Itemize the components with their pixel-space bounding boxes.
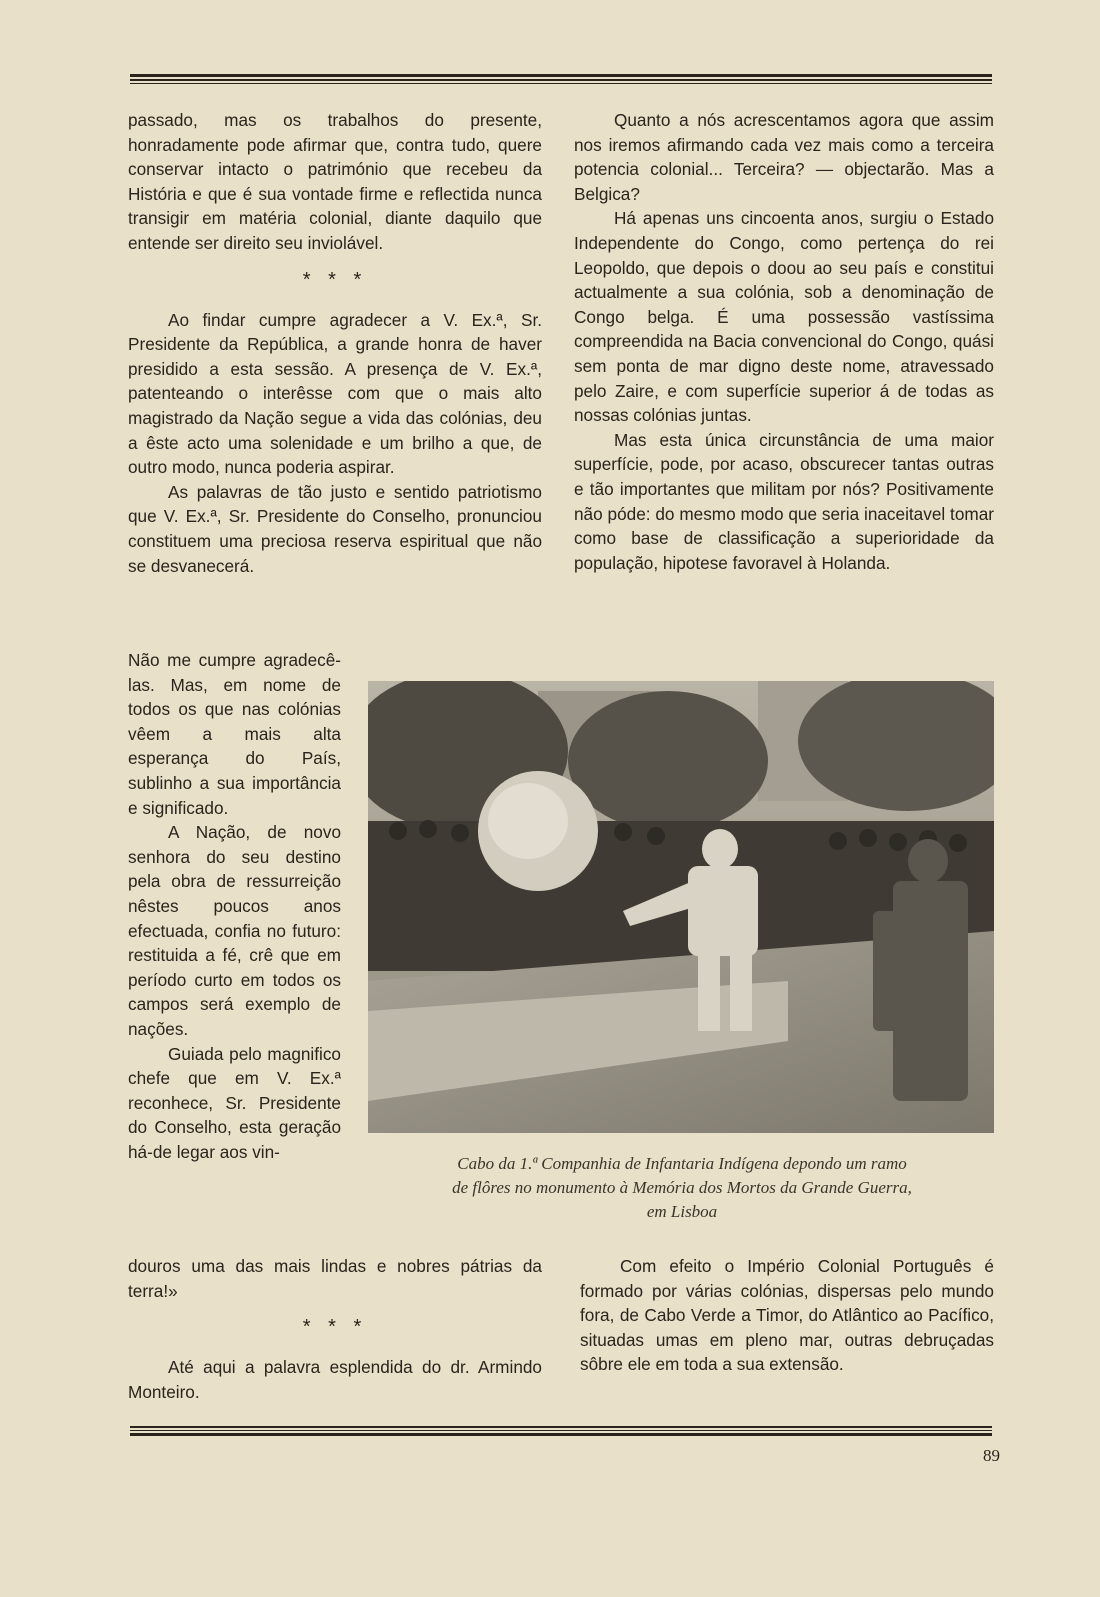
caption-line: Cabo da 1.ª Companhia de Infantaria Indígena depondo um ramo <box>457 1154 907 1173</box>
section-separator: * * * <box>302 1316 368 1339</box>
paragraph: Com efeito o Império Colonial Português é formado por várias colónias, dispersas pelo mundo fora, de Cabo Verde a Timor, do Atlântico ao Pacífico, situadas umas em pleno mar, outras debruçadas sôbre ele em toda a sua extensão. <box>580 1256 994 1375</box>
left-column-bottom <box>128 1254 542 1404</box>
top-rule <box>130 74 992 86</box>
right-column-top <box>574 108 994 575</box>
ceremony-photo <box>368 681 994 1133</box>
section-separator: * * * <box>302 268 368 291</box>
paragraph: A Nação, de novo senhora do seu destino pela obra de ressurreição nêstes poucos anos efectuada, confia no futuro: restituida a fé, crê que em período curto em todos os campos será exemplo de nações. <box>128 822 341 1039</box>
photograph <box>368 681 994 1133</box>
paragraph: douros uma das mais lindas e nobres pátrias da terra!» <box>128 1256 542 1301</box>
paragraph: As palavras de tão justo e sentido patriotismo que V. Ex.ª, Sr. Presidente do Conselho, pronunciou constituem uma preciosa reserva espiritual que não se desvanecerá. <box>128 481 542 576</box>
bottom-rule <box>130 1426 992 1438</box>
paragraph: Guiada pelo magnifico chefe que em V. Ex.ª reconhece, Sr. Presidente do Conselho, esta geração há-de legar aos vin- <box>128 1043 341 1162</box>
caption-line: em Lisboa <box>646 1202 718 1221</box>
narrow-column <box>128 648 341 1164</box>
paragraph: Quanto a nós acrescentamos agora que assim nos iremos afirmando cada vez mais como a terceira potencia colonial... Terceira? — objectarão. Mas a Belgica? <box>574 110 994 204</box>
paragraph: Não me cumpre agradecê-las. Mas, em nome de todos os que nas colónias vêem a mais alta esperança do País, sublinho a sua importância e significado. <box>128 650 341 818</box>
paragraph: Até aqui a palavra esplendida do dr. Armindo Monteiro. <box>128 1357 542 1402</box>
caption-line: de flôres no monumento à Memória dos Mortos da Grande Guerra, <box>452 1178 912 1197</box>
page-number: 89 <box>983 1446 1000 1465</box>
paragraph: Há apenas uns cincoenta anos, surgiu o Estado Independente do Congo, como pertença do rei Leopoldo, que depois o doou ao seu país e constitui actualmente a sua colónia, sob a denominação de Congo belga. É uma possessão vastíssima compreendida na Bacia convencional do Congo, quási sem ponta de mar digno deste nome, atravessado pelo Zaire, e com superfície superior á de todas as nossas colónias juntas. <box>574 208 994 426</box>
left-column-top <box>128 108 542 578</box>
photo-caption <box>376 1152 988 1224</box>
paragraph: passado, mas os trabalhos do presente, honradamente pode afirmar que, contra tudo, quere conservar intacto o património que recebeu da História e que é sua vontade firme e reflectida nunca transigir em matéria colonial, diante daquilo que entende ser direito seu inviolável. <box>128 110 542 253</box>
paragraph: Mas esta única circunstância de uma maior superfície, pode, por acaso, obscurecer tantas outras e tão importantes que militam por nós? Positivamente não póde: do mesmo modo que seria inaceitavel tomar como base de classificação a superioridade da população, hipotese favoravel à Holanda. <box>574 429 994 573</box>
paragraph: Ao findar cumpre agradecer a V. Ex.ª, Sr. Presidente da República, a grande honra de haver presidido a esta sessão. A presença de V. Ex.ª, patenteando o interêsse com que o mais alto magistrado da Nação segue a vida das colónias, deu a êste acto uma solenidade e um brilho a que, de outro modo, nunca poderia aspirar. <box>128 309 542 478</box>
right-column-bottom <box>580 1254 994 1377</box>
